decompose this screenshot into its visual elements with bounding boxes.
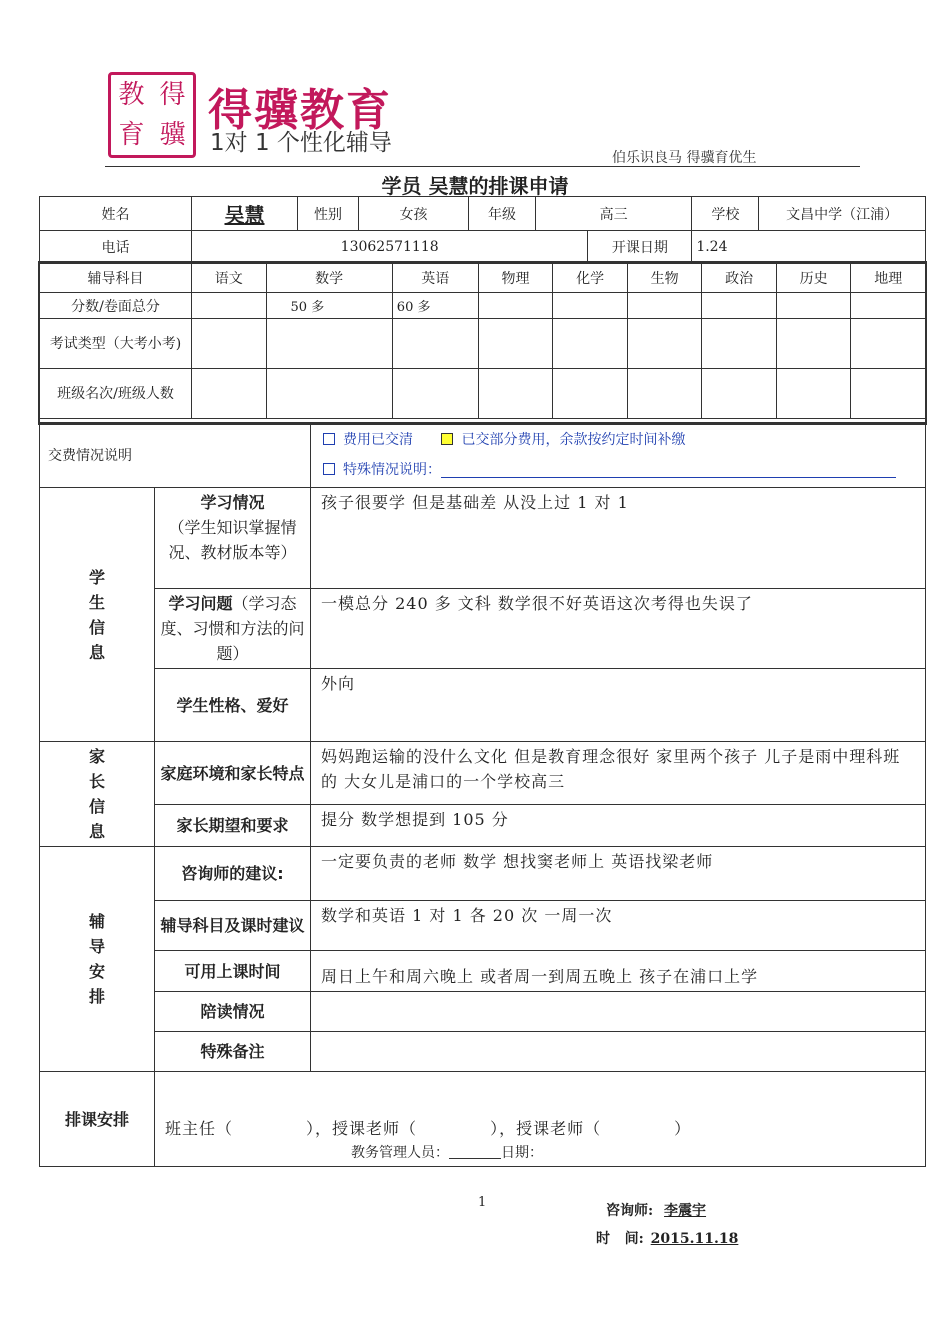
advice-text: 一定要负责的老师 数学 想找窦老师上 英语找梁老师 [311, 847, 926, 901]
personality-label: 学生性格、爱好 [155, 669, 311, 742]
subject-advice-text: 数学和英语 1 对 1 各 20 次 一周一次 [311, 901, 926, 951]
subject-name: 政治 [702, 263, 777, 293]
subject-name: 化学 [553, 263, 628, 293]
personality-text: 外向 [311, 669, 926, 742]
available-time-text: 周日上午和周六晚上 或者周一到周五晚上 孩子在浦口上学 [311, 951, 926, 992]
class-rank-label: 班级名次/班级人数 [40, 369, 192, 419]
special-blank [441, 477, 896, 478]
study-situation-text: 孩子很要学 但是基础差 从没上过 1 对 1 [311, 488, 926, 589]
score-cell [776, 293, 851, 319]
seal-char: 得 [159, 80, 186, 110]
section-student: 学 生 信 息 [40, 488, 155, 742]
gender-value: 女孩 [359, 197, 469, 231]
accompany-label: 陪读情况 [155, 992, 311, 1032]
checkbox-icon[interactable] [323, 463, 335, 475]
subject-name: 物理 [478, 263, 553, 293]
exam-type-label: 考试类型（大考小考) [40, 319, 192, 369]
score-cell [702, 293, 777, 319]
name-label: 姓名 [40, 197, 192, 231]
subject-name: 英语 [392, 263, 478, 293]
subject-name: 生物 [627, 263, 702, 293]
subject-name: 地理 [851, 263, 926, 293]
grade-value: 高三 [536, 197, 692, 231]
consultant-name: 李震宇 [664, 1203, 707, 1219]
schedule-content [155, 1072, 926, 1167]
score-cell: 50 多 [266, 293, 392, 319]
subject-advice-label: 辅导科目及课时建议 [155, 901, 311, 951]
parent-expect-text: 提分 数学想提到 105 分 [311, 805, 926, 847]
school-value: 文昌中学（江浦） [759, 197, 926, 231]
consultant: 咨询师: 李震宇 [606, 1200, 732, 1220]
grade-label: 年级 [469, 197, 536, 231]
score-cell [553, 293, 628, 319]
score-cell [851, 293, 926, 319]
motto: 伯乐识良马 得骥育优生 [612, 150, 757, 166]
start-date-label: 开课日期 [588, 231, 692, 264]
study-situation-label: 学习情况 （学生知识掌握情况、教材版本等） [155, 488, 311, 589]
payment-label: 交费情况说明 [40, 423, 311, 488]
schedule-admin: 教务管理人员： 日期： [351, 1145, 543, 1161]
seal-char: 骥 [159, 120, 186, 150]
footer-date: 2015.11.18 [650, 1231, 739, 1247]
info-table [39, 422, 926, 1167]
payment-option-partial[interactable]: 已交部分费用，余款按约定时间补缴 [441, 432, 685, 448]
parent-expect-label: 家长期望和要求 [155, 805, 311, 847]
footer-time: 时 间: 2015.11.18 [596, 1231, 739, 1247]
page-number: 1 [478, 1195, 487, 1210]
advice-label: 咨询师的建议: [155, 847, 311, 901]
phone-label: 电话 [40, 231, 192, 264]
seal-char: 教 [118, 80, 145, 110]
basic-info-table [39, 196, 926, 264]
available-time-label: 可用上课时间 [155, 951, 311, 992]
section-arrange: 辅 导 安 排 [40, 847, 155, 1072]
score-label: 分数/卷面总分 [40, 293, 192, 319]
subject-name: 历史 [776, 263, 851, 293]
phone-value: 13062571118 [192, 231, 588, 264]
special-note-label: 特殊备注 [155, 1032, 311, 1072]
brand-name: 得骥教育 [208, 85, 392, 136]
checkbox-icon[interactable] [323, 433, 335, 445]
family-env-label: 家庭环境和家长特点 [155, 742, 311, 805]
study-problem-text: 一模总分 240 多 文科 数学很不好英语这次考得也失误了 [311, 589, 926, 669]
gender-label: 性别 [298, 197, 359, 231]
family-env-text: 妈妈跑运输的没什么文化 但是教育理念很好 家里两个孩子 儿子是雨中理科班的 大女儿是浦口的一个学校高三 [311, 742, 926, 805]
schedule-label: 排课安排 [40, 1072, 155, 1167]
payment-option-special[interactable]: 特殊情况说明： [323, 455, 921, 485]
seal-char: 育 [118, 120, 145, 150]
subject-name: 语文 [192, 263, 267, 293]
header-divider [105, 166, 860, 167]
score-cell [478, 293, 553, 319]
score-cell: 60 多 [392, 293, 478, 319]
student-name: 吴慧 [192, 197, 298, 231]
school-label: 学校 [692, 197, 759, 231]
logo-seal [108, 72, 196, 158]
study-problem-label: 学习问题（学习态度、习惯和方法的问题） [155, 589, 311, 669]
subject-header-label: 辅导科目 [40, 263, 192, 293]
score-cell [627, 293, 702, 319]
payment-options [311, 423, 926, 488]
score-cell [192, 293, 267, 319]
section-parent: 家 长 信 息 [40, 742, 155, 847]
payment-option-paid[interactable]: 费用已交清 [323, 432, 413, 448]
schedule-teachers: 班主任（ ），授课老师（ ），授课老师（ ） [165, 1119, 692, 1138]
page-title: 学员 吴慧的排课申请 [381, 174, 569, 198]
checkbox-icon[interactable] [441, 433, 453, 445]
admin-blank [449, 1158, 501, 1159]
brand-subtitle: 1对 1 个性化辅导 [210, 130, 392, 156]
subject-name: 数学 [266, 263, 392, 293]
subjects-table [39, 262, 926, 419]
start-date-value: 1.24 [692, 231, 926, 264]
